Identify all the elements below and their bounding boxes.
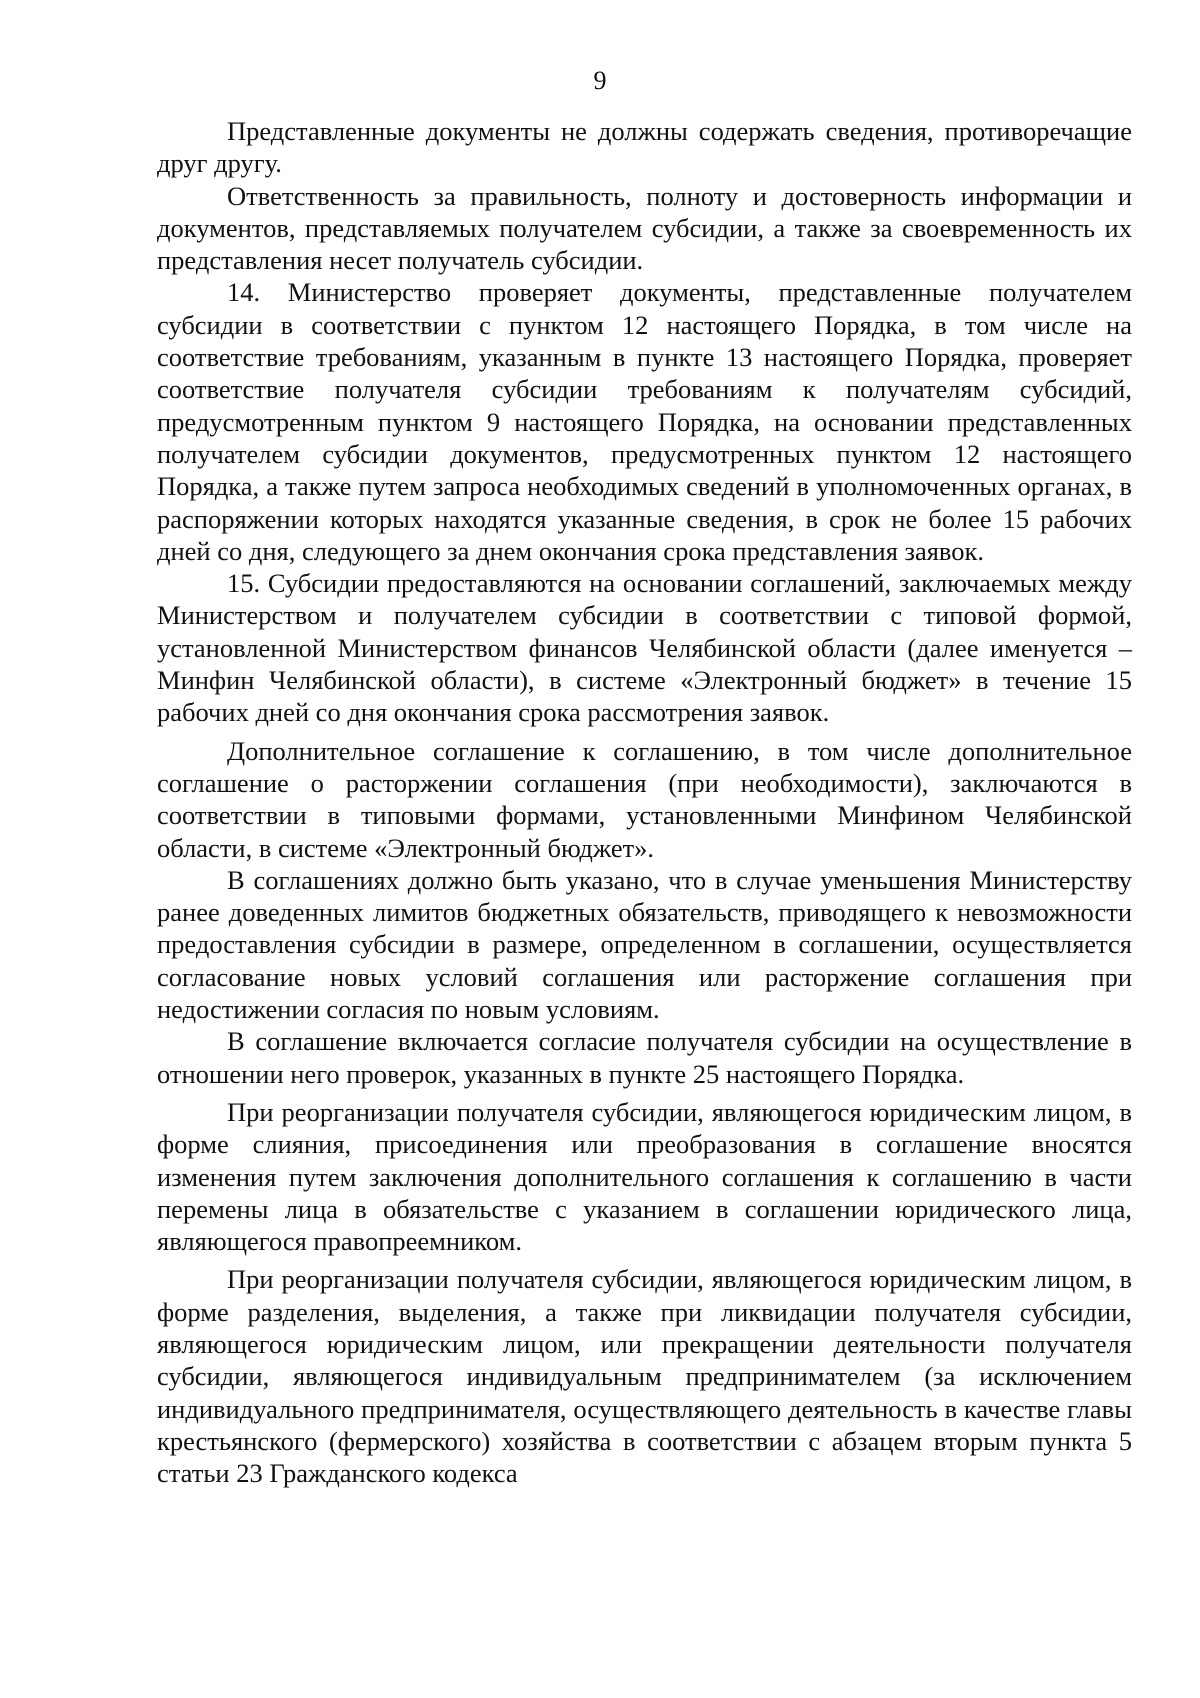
paragraph-additional-agreement: Дополнительное соглашение к соглашению, в том числе дополнительное соглашение о расторжении соглашения (при необходимости), заключаются в соответствии в типовыми формами, установленными Минфином Челябинской области, в системе «Электронный бюджет». bbox=[157, 735, 1132, 863]
paragraph-14-document-check: 14. Министерство проверяет документы, представленные получателем субсидии в соответствии с пунктом 12 настоящего Порядка, в том числе на соответствие требованиям, указанным в пункте 13 настоящего Порядка, проверяет соответствие получателя субсидии требованиям к получателям субсидий, предусмотренным пунктом 9 настоящего Порядка, на основании представленных получателем субсидии документов, предусмотренных пунктом 12 настоящего Порядка, а также путем запроса необходимых сведений в уполномоченных органах, в распоряжении которых находятся указанные сведения, в срок не более 15 рабочих дней со дня, следующего за днем окончания срока представления заявок. bbox=[157, 277, 1132, 566]
paragraph-documents-consistency: Представленные документы не должны содержать сведения, противоречащие друг другу. bbox=[157, 116, 1132, 179]
paragraph-reorganization-merger: При реорганизации получателя субсидии, являющегося юридическим лицом, в форме слияния, присоединения или преобразования в соглашение вносятся изменения путем заключения дополнительного соглашения к соглашению в части перемены лица в обязательстве с указанием в соглашении юридического лица, являющегося правопреемником. bbox=[157, 1096, 1132, 1257]
paragraph-limit-reduction: В соглашениях должно быть указано, что в случае уменьшения Министерству ранее доведенных лимитов бюджетных обязательств, приводящего к невозможности предоставления субсидии в размере, определенном в соглашении, осуществляется согласование новых условий соглашения или расторжение соглашения при недостижении согласия по новым условиям. bbox=[157, 864, 1132, 1025]
document-body bbox=[157, 115, 1132, 1489]
paragraph-15-subsidy-agreements: 15. Субсидии предоставляются на основании соглашений, заключаемых между Министерством и получателем субсидии в соответствии с типовой формой, установленной Министерством финансов Челябинской области (далее именуется – Минфин Челябинской области), в системе «Электронный бюджет» в течение 15 рабочих дней со дня окончания срока рассмотрения заявок. bbox=[157, 568, 1132, 728]
paragraph-responsibility: Ответственность за правильность, полноту и достоверность информации и документов, представляемых получателем субсидии, а также за своевременность их представления несет получатель субсидии. bbox=[157, 180, 1132, 276]
paragraph-reorganization-division: При реорганизации получателя субсидии, являющегося юридическим лицом, в форме разделения, выделения, а также при ликвидации получателя субсидии, являющегося юридическим лицом, или прекращении деятельности получателя субсидии, являющегося индивидуальным предпринимателем (за исключением индивидуального предпринимателя, осуществляющего деятельность в качестве главы крестьянского (фермерского) хозяйства в соответствии с абзацем вторым пункта 5 статьи 23 Гражданского кодекса bbox=[157, 1264, 1132, 1489]
paragraph-inspection-consent: В соглашение включается согласие получателя субсидии на осуществление в отношении него проверок, указанных в пункте 25 настоящего Порядка. bbox=[157, 1026, 1132, 1089]
page-number: 9 bbox=[593, 66, 607, 95]
